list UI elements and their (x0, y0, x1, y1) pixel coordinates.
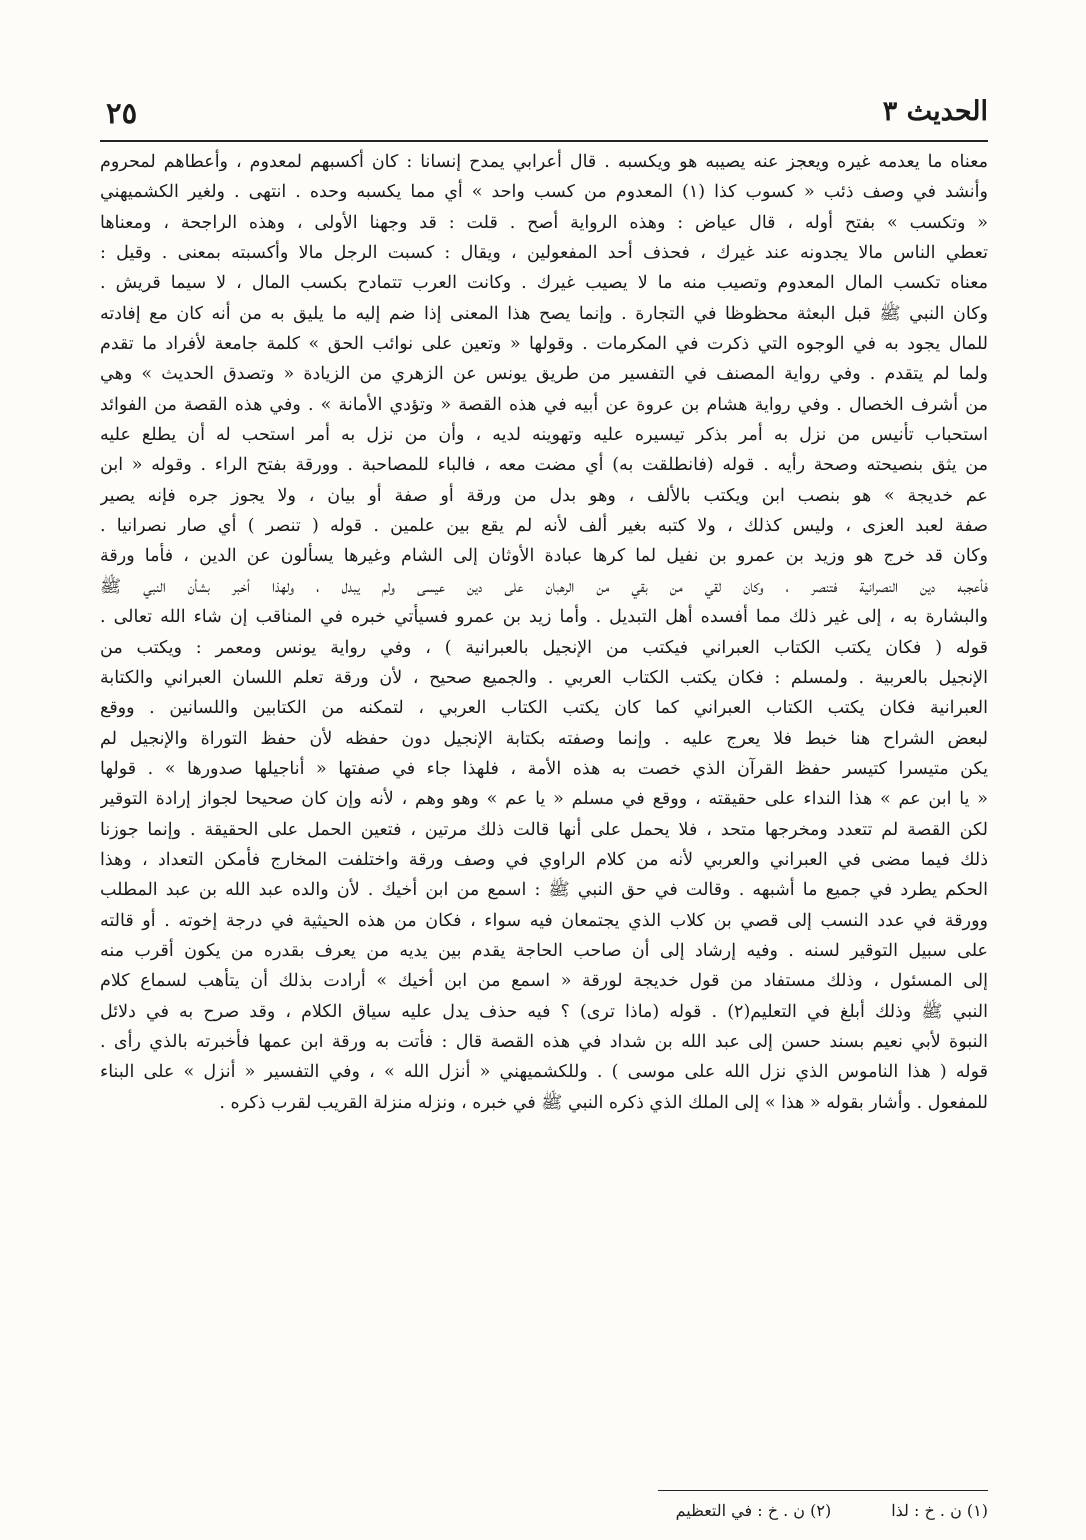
text-line: « وتكسب » بفتح أوله ، قال عياض : وهذه الرواية أصح . قلت : قد وجهنا الأولى ، وهذه الراجحة ، ومعناها (100, 212, 988, 233)
text-line: الحكم يطرد في جميع ما أشبهه . وقالت في حق النبي ﷺ : اسمع من ابن أخيك . لأن والده عبد الله بن عبد المطلب (100, 880, 988, 901)
text-line: للمفعول . وأشار بقوله « هذا » إلى الملك الذي ذكره النبي ﷺ في خبره ، ونزله منزلة القريب لقرب ذكره . (219, 1092, 988, 1113)
text-line: النبوة لأبي نعيم بسند حسن إلى عبد الله بن شداد في هذه القصة قال : فأتت به ورقة ابن عمها فأخبرته بالذي رأى . (100, 1031, 988, 1052)
text-line: ولما لم يتقدم . وفي رواية المصنف في التفسير من طريق يونس عن الزهري من الزيادة « وتصدق الحديث » وهي (100, 364, 988, 385)
running-title: الحديث ٣ (882, 96, 988, 127)
commentary-text (100, 147, 988, 1118)
text-line: لبعض الشراح هنا خبط فلا يعرج عليه . وإنما وصفته بكتابة الإنجيل دون حفظه لأن حفظ التوراة والإنجيل لم (100, 728, 988, 749)
footnote-divider (658, 1490, 988, 1491)
text-line: وأنشد في وصف ذئب « كسوب كذا (١) المعدوم من كسب واحد » أي مما يكسبه وحده . انتهى . ولغير الكشميهني (100, 182, 988, 203)
text-line: على سبيل التوقير لسنه . وفيه إرشاد إلى أن صاحب الحاجة يقدم بين يديه من يعرف بقدره من يكون أقرب منه (100, 940, 988, 961)
text-line: من أشرف الخصال . وفي رواية هشام بن عروة عن أبيه في هذه القصة « وتؤدي الأمانة » . وفي هذه القصة من الفوائد (100, 394, 988, 415)
footnote-2: (٢) ن . خ : في التعظيم (675, 1501, 832, 1520)
text-line: فأعجبه دين النصرانية فتنصر ، وكان لقي من بقي من الرهبان على دين عيسى ولم يبدل ، ولهذا أخبر بشأن النبي ﷺ (100, 576, 988, 597)
page-number: ٢٥ (106, 96, 138, 130)
text-line: والبشارة به ، إلى غير ذلك مما أفسده أهل التبديل . وأما زيد بن عمرو فسيأتي خبره في المناقب إن شاء الله تعالى . (100, 607, 988, 628)
text-line: معناه تكسب المال المعدوم وتصيب منه ما لا يصيب غيرك . وكانت العرب تتمادح بكسب المال ، لا سيما قريش . (100, 273, 988, 294)
text-line: العبرانية فكان يكتب الكتاب العبراني كما كان يكتب الكتاب العربي ، لتمكنه من الكتابين واللسانين . ووقع (100, 698, 988, 719)
text-line: النبي ﷺ وذلك أبلغ في التعليم(٢) . قوله (ماذا ترى) ؟ فيه حذف يدل عليه سياق الكلام ، وقد صرح به في دلائل (100, 1001, 988, 1022)
text-line: وورقة في عدد النسب إلى قصي بن كلاب الذي يجتمعان فيه سواء ، فكان من هذه الحيثية في درجة إخوته . أو قالته (100, 910, 988, 931)
footnote-1: (١) ن . خ : لذا (891, 1501, 988, 1520)
text-line: وكان قد خرج هو وزيد بن عمرو بن نفيل لما كرها عبادة الأوثان إلى الشام وغيرها يسألون عن الدين ، فأما ورقة (100, 546, 988, 567)
text-line: استحباب تأنيس من نزل به أمر بذكر تيسيره عليه وتهوينه لديه ، وأن من نزل به أمر استحب له أن يطلع عليه (100, 425, 988, 446)
text-line: وكان النبي ﷺ قبل البعثة محظوظا في التجارة . وإنما يصح هذا المعنى إذا ضم إليه ما يليق به من أنه كان مع إفادته (100, 303, 988, 324)
text-line: معناه ما يعدمه غيره ويعجز عنه يصيبه هو ويكسبه . قال أعرابي يمدح إنسانا : كان أكسبهم لمعدوم ، وأعطاهم لمحروم (100, 152, 988, 172)
text-line: ذلك فيما مضى في العبراني والعربي لأنه من كلام الراوي في وصف ورقة واختلفت المخارج فأمكن التعداد ، وهذا (100, 849, 988, 870)
text-line: إلى المسئول ، وذلك مستفاد من قول خديجة لورقة « اسمع من ابن أخيك » أرادت بذلك أن يتأهب لسماع كلام (100, 971, 988, 992)
text-line: الإنجيل بالعربية . ولمسلم : فكان يكتب الكتاب العربي . والجميع صحيح ، لأن ورقة تعلم اللسان العبراني والكتابة (100, 667, 988, 688)
text-line: قوله ( هذا الناموس الذي نزل الله على موسى ) . وللكشميهني « أنزل الله » ، وفي التفسير « أنزل » على البناء (100, 1062, 988, 1083)
text-line: من يثق بنصيحته وصحة رأيه . قوله (فانطلقت به) أي مضت معه ، فالباء للمصاحبة . وورقة بفتح الراء . وقوله « ابن (100, 455, 988, 476)
text-line: لكن القصة لم تتعدد ومخرجها متحد ، فلا يحمل على أنها قالت ذلك مرتين ، فتعين الحمل على الحقيقة . وإنما جوزنا (100, 819, 988, 840)
text-line: قوله ( فكان يكتب الكتاب العبراني فيكتب من الإنجيل بالعبرانية ) ، وفي رواية يونس ومعمر : ويكتب من (100, 637, 988, 658)
text-line: عم خديجة » هو بنصب ابن ويكتب بالألف ، وهو بدل من ورقة أو صفة أو بيان ، ولا يجوز جره فإنه يصير (100, 485, 988, 506)
text-line: للمال يجود به في الوجوه التي ذكرت في المكرمات . وقولها « وتعين على نوائب الحق » كلمة جامعة لأفراد ما تقدم (100, 334, 988, 355)
text-line: صفة لعبد العزى ، وليس كذلك ، ولا كتبه بغير ألف لأنه لم يقع بين علمين . قوله ( تنصر ) أي صار نصرانيا . (100, 516, 988, 537)
page-header (100, 96, 988, 142)
footnotes (388, 1498, 988, 1524)
text-line: « يا ابن عم » هذا النداء على حقيقته ، ووقع في مسلم « يا عم » وهو وهم ، لأنه وإن كان صحيحا لجواز إرادة التوقير (100, 789, 988, 810)
text-line: يكن متيسرا كتيسر حفظ القرآن الذي خصت به هذه الأمة ، فلهذا جاء في صفتها « أناجيلها صدورها » . قولها (100, 758, 988, 779)
text-line: تعطي الناس مالا يجدونه عند غيرك ، فحذف أحد المفعولين ، ويقال : كسبت الرجل مالا وأكسبته بمعنى . وقيل : (100, 243, 988, 264)
